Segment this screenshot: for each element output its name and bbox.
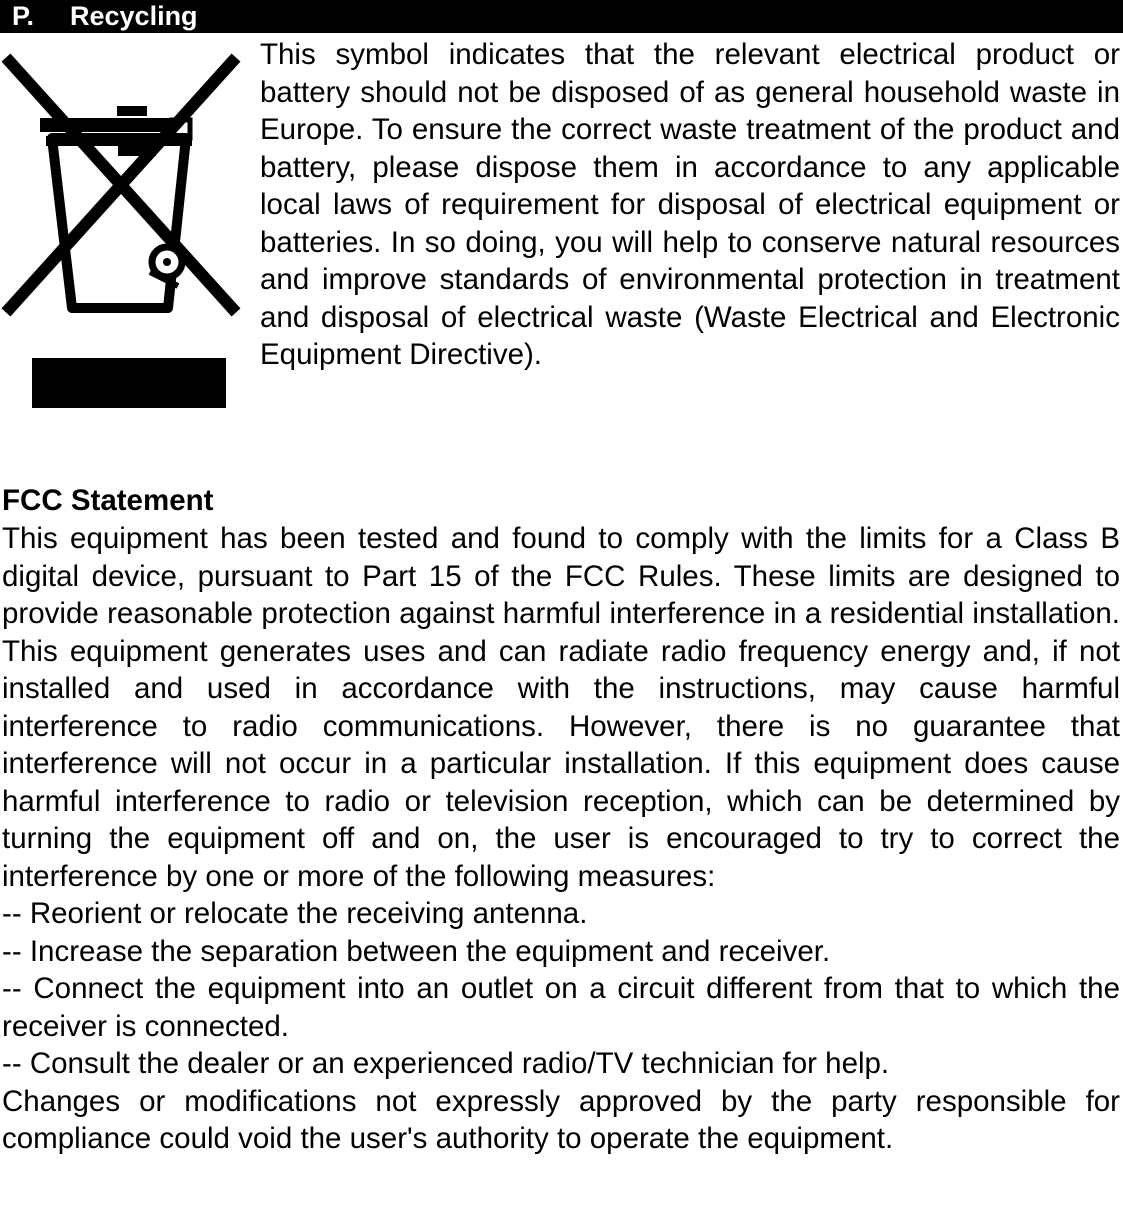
section-letter: P.: [12, 1, 35, 31]
weee-crossed-out-bin-icon: [0, 40, 250, 415]
fcc-intro-paragraph: This equipment has been tested and found to comply with the limits for a Class B digital device, pursuant to Part 15 of the FCC Rules. These limits are designed to provide reasonable protection against harmful interference in a residential installation. This equipment generates uses and can radiate radio frequency energy and, if not installed and used in accordance with the instructions, may cause harmful interference to radio communications. However, there is no guarantee that interference will not occur in a particular installation. If this equipment does cause harmful interference to radio or television reception, which can be determined by turning the equipment off and on, the user is encouraged to try to correct the interference by one or more of the following measures:: [2, 522, 1120, 893]
fcc-closing-paragraph: Changes or modifications not expressly approved by the party responsible for compliance could void the user's authority to operate the equipment.: [2, 1084, 1120, 1155]
fcc-statement-body: [2, 520, 1120, 1158]
section-title: Recycling: [70, 1, 198, 31]
fcc-measure-item: -- Increase the separation between the equipment and receiver.: [2, 934, 831, 968]
section-header: [0, 0, 1123, 33]
fcc-statement-title: FCC Statement: [2, 484, 214, 517]
fcc-measure-item: -- Reorient or relocate the receiving antenna.: [2, 897, 588, 930]
recycling-description: This symbol indicates that the relevant electrical product or battery should not be disposed of as general household waste in Europe. To ensure the correct waste treatment of the product and battery, please dispose them in accordance to any applicable local laws of requirement for disposal of electrical equipment or batteries. In so doing, you will help to conserve natural resources and improve standards of environmental protection in treatment and disposal of electrical waste (Waste Electrical and Electronic Equipment Directive).: [260, 38, 1120, 371]
fcc-measure-item: -- Consult the dealer or an experienced radio/TV technician for help.: [2, 1047, 890, 1080]
fcc-measure-item: -- Connect the equipment into an outlet on a circuit different from that to which the receiver is connected.: [2, 972, 1120, 1043]
